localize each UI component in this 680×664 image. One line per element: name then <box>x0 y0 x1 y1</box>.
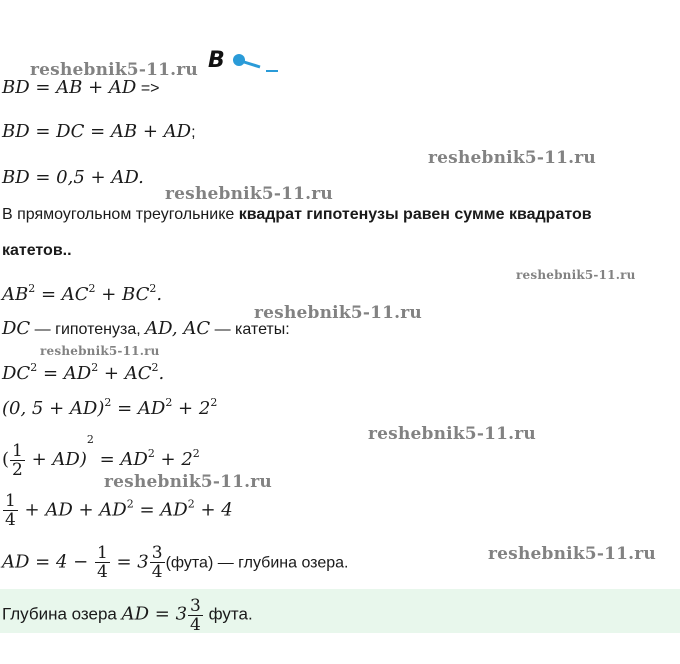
watermark: reshebnik5-11.ru <box>40 344 160 358</box>
term: AB <box>2 284 29 305</box>
term: DC <box>2 363 31 384</box>
term: . <box>158 363 165 384</box>
term: + 2 <box>172 398 211 419</box>
watermark: reshebnik5-11.ru <box>104 472 272 492</box>
term: + 4 <box>194 499 233 521</box>
term: = 3 <box>110 551 149 573</box>
numerator: 1 <box>5 491 16 511</box>
term: + AC <box>98 363 152 384</box>
exponent: 2 <box>165 396 173 409</box>
equation: BD = AB + AD <box>2 77 137 98</box>
fraction <box>10 442 25 479</box>
equation-line-3 <box>2 167 144 188</box>
denominator: 4 <box>5 510 16 530</box>
term: = AD <box>37 363 92 384</box>
exponent: 2 <box>151 361 159 374</box>
exponent: 2 <box>91 361 99 374</box>
term: AD = 4 − <box>2 551 94 573</box>
watermark: reshebnik5-11.ru <box>254 303 422 323</box>
exponent: 2 <box>126 497 134 511</box>
term: + 2 <box>154 449 193 470</box>
exponent: 2 <box>192 447 200 460</box>
term: = AC <box>35 284 89 305</box>
logo <box>208 48 225 73</box>
denominator: 4 <box>190 615 201 633</box>
expanded-equation-2 <box>2 433 200 480</box>
punctuation: ; <box>191 124 196 141</box>
result-text: (фута) — глубина озера. <box>165 554 349 572</box>
equation: BD = 0,5 + AD. <box>2 167 144 188</box>
pythagoras-equation <box>2 284 162 305</box>
denominator: 2 <box>12 459 23 480</box>
watermark: reshebnik5-11.ru <box>368 424 536 444</box>
denominator: 4 <box>96 562 108 582</box>
answer-line <box>2 597 253 633</box>
term: + AD + AD <box>18 499 127 521</box>
equation-line-2 <box>2 121 196 142</box>
logo-letter: B <box>208 48 225 73</box>
numerator: 1 <box>96 543 108 563</box>
theorem-paragraph <box>2 206 592 224</box>
term: . <box>156 284 163 305</box>
dc-squared-equation <box>2 363 164 384</box>
numerator: 1 <box>12 440 23 461</box>
exponent: 2 <box>28 282 36 295</box>
numerator: 3 <box>151 543 163 563</box>
term: (0, 5 + AD) <box>2 398 105 419</box>
note-text: — гипотенуза, <box>30 321 146 338</box>
numerator: 3 <box>190 596 201 616</box>
answer-box <box>0 589 680 633</box>
watermark: reshebnik5-11.ru <box>428 148 596 168</box>
expanded-equation-1 <box>2 398 217 419</box>
term: + AD) <box>25 449 87 470</box>
exponent: 2 <box>86 433 94 446</box>
pin-icon <box>230 52 286 76</box>
exponent: 2 <box>187 497 195 511</box>
result-equation <box>2 544 348 581</box>
implies-arrow: => <box>140 80 160 97</box>
term: = AD <box>111 398 166 419</box>
answer-math: AD = 3 <box>121 603 188 625</box>
hypotenuse-note <box>2 318 290 339</box>
note-text: — катеты: <box>210 321 290 338</box>
term: DC <box>2 318 31 339</box>
exponent: 2 <box>30 361 38 374</box>
paragraph-bold-continuation: катетов.. <box>2 242 72 259</box>
paragraph-bold: квадрат гипотенузы равен сумме квадратов <box>238 206 592 223</box>
fraction <box>3 492 18 529</box>
exponent: 2 <box>104 396 112 409</box>
exponent: 2 <box>147 447 155 460</box>
exponent: 2 <box>88 282 96 295</box>
fraction <box>95 544 110 581</box>
watermark: reshebnik5-11.ru <box>30 60 198 80</box>
exponent: 2 <box>210 396 218 409</box>
fraction <box>150 544 165 581</box>
watermark: reshebnik5-11.ru <box>516 268 636 282</box>
paragraph-text: В прямоугольном треугольнике <box>2 206 239 223</box>
term: = AD <box>93 449 148 470</box>
watermark: reshebnik5-11.ru <box>488 544 656 564</box>
term: ( <box>2 449 10 470</box>
fraction <box>188 597 203 633</box>
exponent: 2 <box>149 282 157 295</box>
answer-text: фута. <box>203 604 253 624</box>
equation-line-1 <box>2 77 160 98</box>
denominator: 4 <box>151 562 163 582</box>
answer-text: Глубина озера <box>2 604 122 624</box>
expanded-equation-3 <box>2 492 233 529</box>
term: + BC <box>95 284 150 305</box>
equation: BD = DC = AB + AD <box>2 121 192 142</box>
watermark: reshebnik5-11.ru <box>165 184 333 204</box>
term: = AD <box>133 499 188 521</box>
term: AD, AC <box>145 318 211 339</box>
